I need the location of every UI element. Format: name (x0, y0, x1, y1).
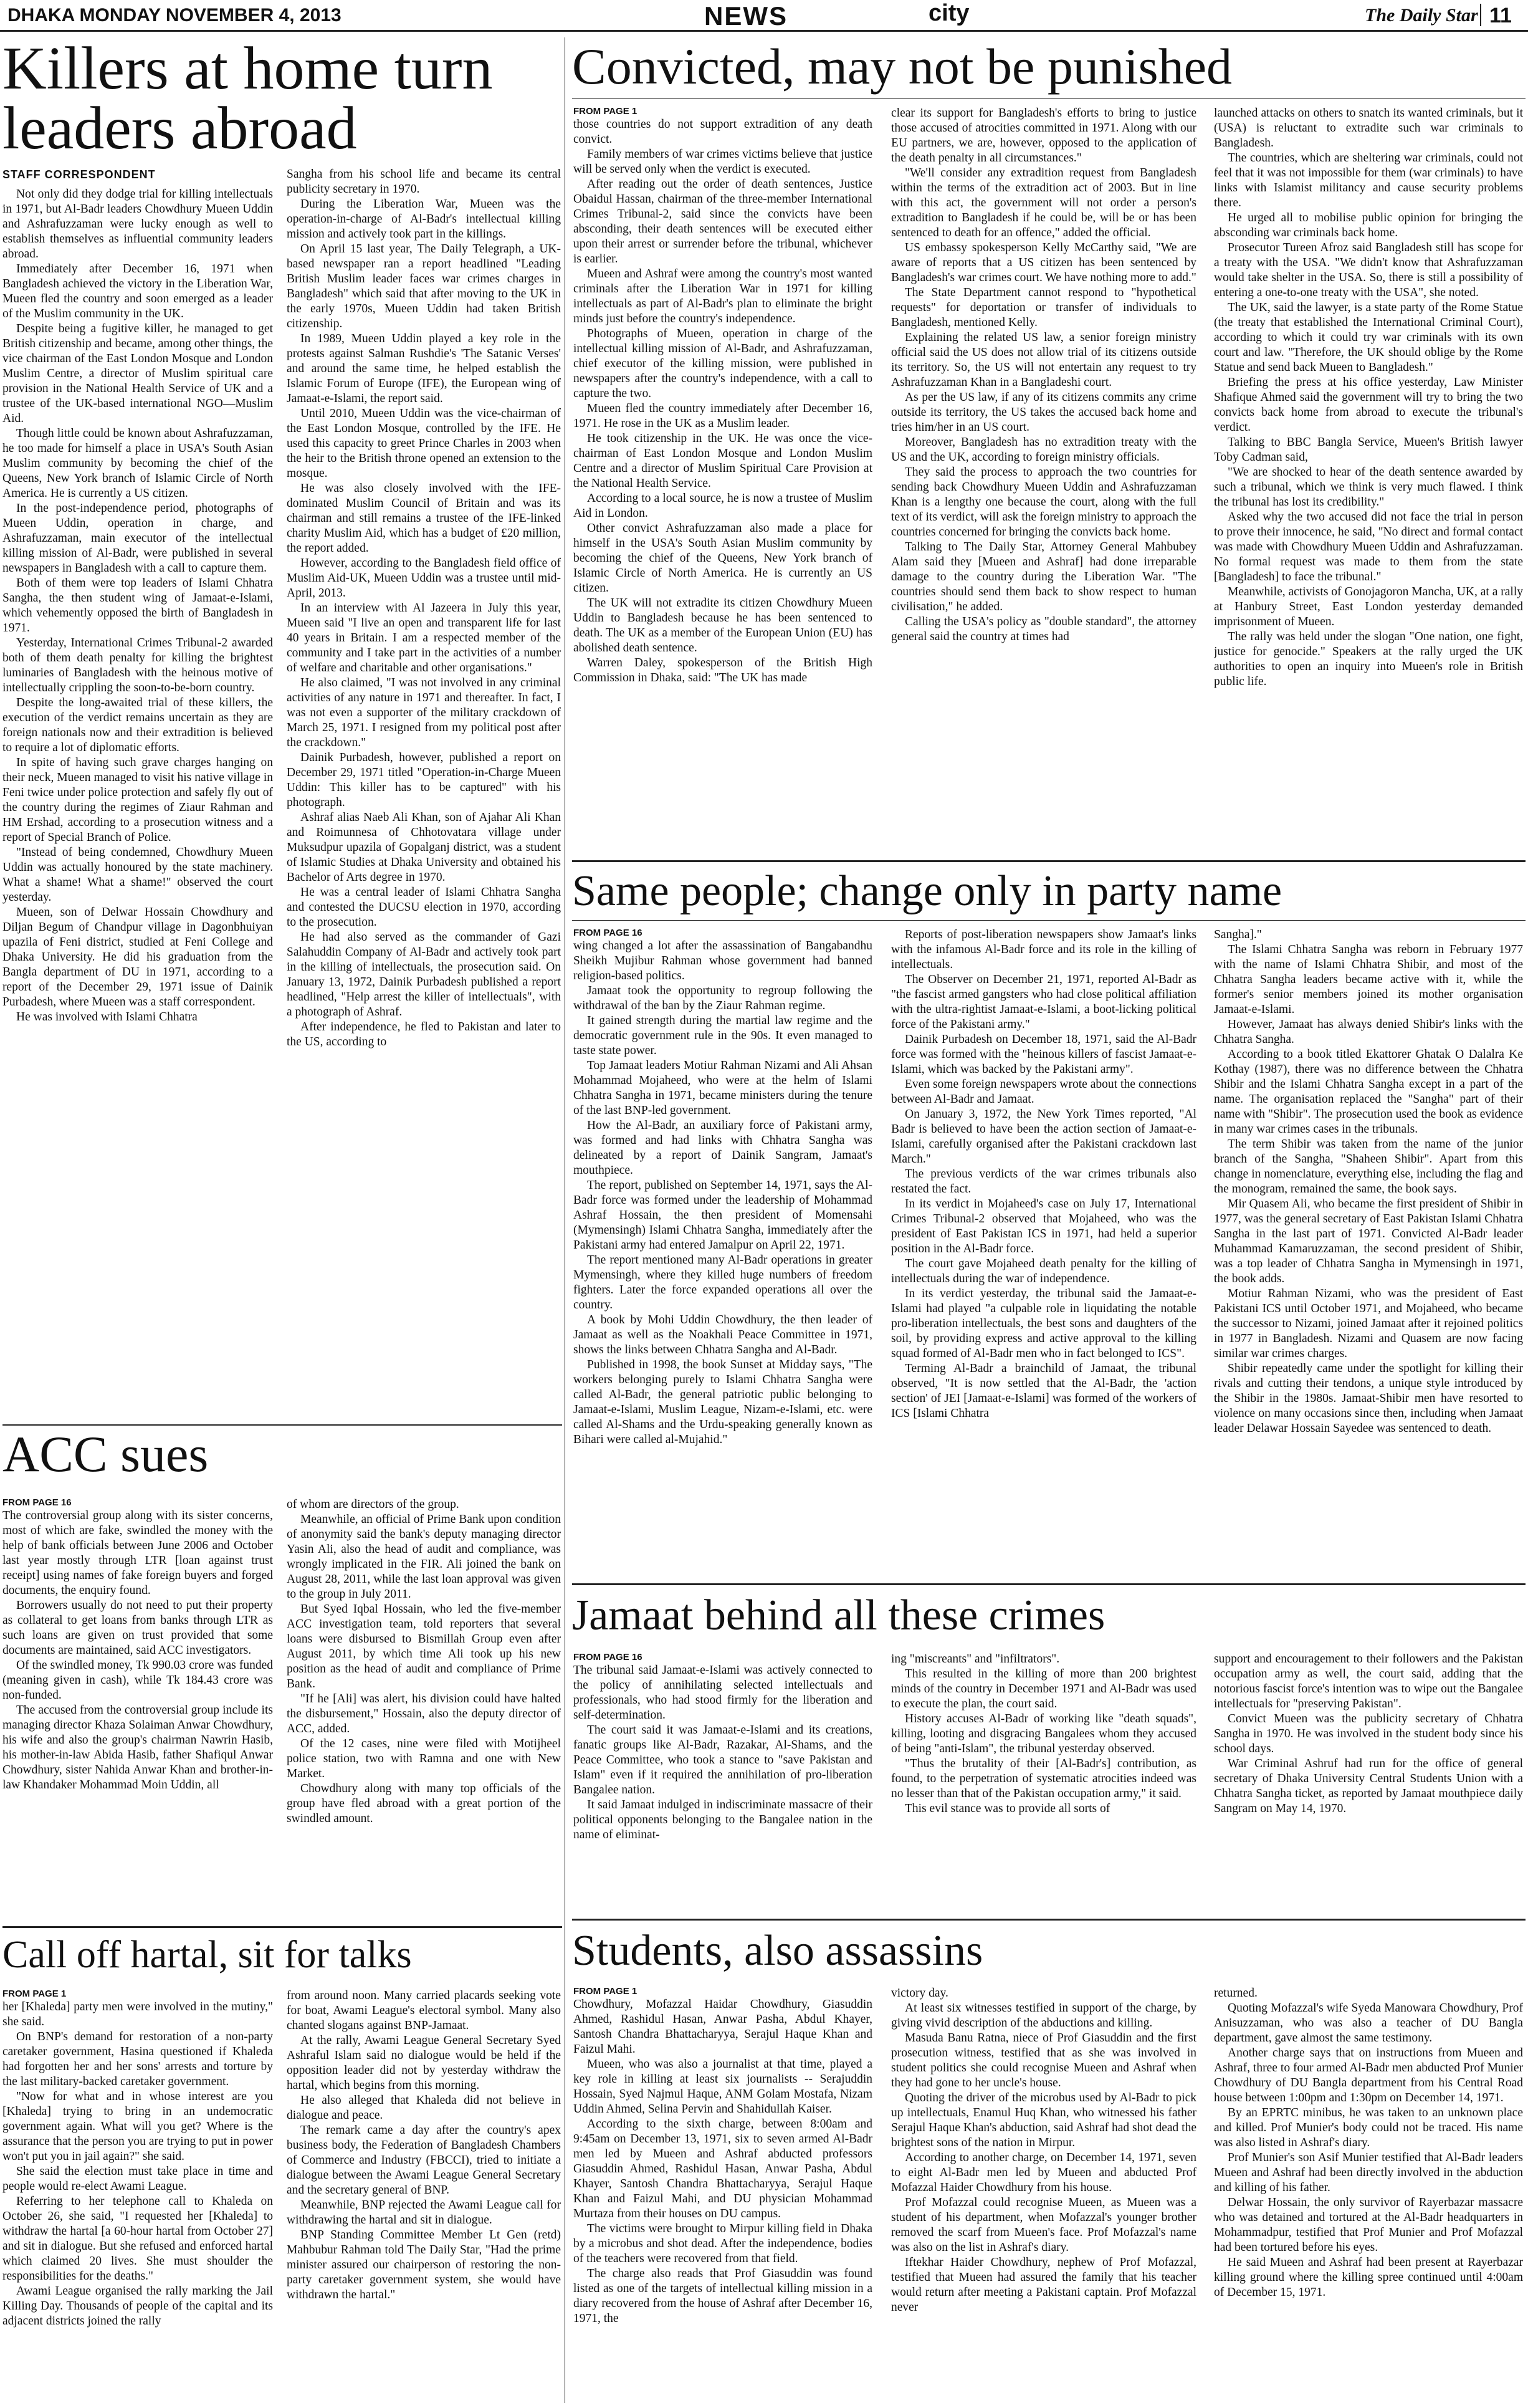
article-column: The controversial group along with its sister concerns, most of which are fake, swindled the money with the help of bank officials between June 2006 and October last year mostly through LTR [loan against trust receipt] using names of fake foreign buyers and forged documents, the enquiry found. Borrowers usually do not need to put their property as collateral to get loans from banks through LTR as such loans are given on trust provided that some documents are maintained, said ACC investigators. Of the swindled money, Tk 990.03 crore was funded (meaning given in cash), while Tk 184.43 crore was non-funded. The accused from the controversial group include its managing director Khaza Solaiman Anwar Chowdhury, his wife and also the group's chairman Nawrin Hasib, his mother-in-law Abida Hasib, father Shafiqul Anwar Chowdhury, sister Nahida Anwar Khan and brother-in-law Khandaker Mohammad Moin Uddin, all (2, 1509, 273, 1792)
section-name: NEWS (704, 1, 788, 31)
headline: Killers at home turn leaders abroad (2, 35, 493, 162)
article-column: clear its support for Bangladesh's efforts to bring to justice those accused of atrocities committed in 1971. Along with our EU partners, we are, however, opposed to the application of the death penalty in all circumstances." "We'll consider any extradition request from Bangladesh within the terms of the extradition act of 2003. But in line with this act, the government will not order a person's extradition to Bangladesh if he could be, will be or has been sentenced to death for an offence," added the official. US embassy spokesperson Kelly McCarthy said, "We are aware of reports that a US citizen has been sentenced by Bangladesh's war crimes court. We have nothing more to add." The State Department cannot respond to "hypothetical requests" for deportation or transfer of individuals to Bangladesh, mentioned Kelly. Explaining the related US law, a senior foreign ministry official said the US does not allow trial of its citizens outside its territory. So, the US will not entertain any request to try Ashrafuzzaman Khan in a Bangladeshi court. As per the US law, if any of its citizens commits any crime outside its territory, the US takes the accused back home and tries him/her in an US court. Moreover, Bangladesh has no extradition treaty with the US and the UK, according to foreign ministry officials. They said the process to approach the two countries for sending back Chowdhury Mueen Uddin and Ashrafuzzaman Khan is a lengthy one because the court, along with the full text of its verdict, will ask the foreign ministry to approach the countries concerned for bringing the convicts back home. Talking to The Daily Star, Attorney General Mahbubey Alam said they [Mueen and Ashraf] had done irreparable damage to the country during the Liberation War. "The countries should send them back to show respect to human civilisation," he added. Calling the USA's policy as "double standard", the attorney general said the country at times had (891, 107, 1196, 643)
headline: Convicted, may not be punished (572, 38, 1232, 95)
article-column: wing changed a lot after the assassination of Bangabandhu Sheikh Mujibur Rahman whose government had banned religion-based politics. Jamaat took the opportunity to regroup following the withdrawal of the ban by the Ziaur Rahman regime. It gained strength during the martial law regime and the democratic government rule in the 90s. It even managed to taste state power. Top Jamaat leaders Motiur Rahman Nizami and Ali Ahsan Mohammad Mojaheed, who were at the helm of Islami Chhatra Sangha in 1971, became ministers during the tenure of the last BNP-led government. How the Al-Badr, an auxiliary force of Pakistani army, was formed and had links with Chhatra Sangha was delineated by a report of Dainik Sangram, Jamaat's mouthpiece. The report, published on September 14, 1971, says the Al-Badr force was formed under the leadership of Mohammad Ashraf Hossain, the then president of Momensahi (Mymensingh) Islami Chhatra Sangha, immediately after the Pakistani army had entered Jamalpur on April 22, 1971. The report mentioned many Al-Badr operations in greater Mymensingh, where they killed huge numbers of freedom fighters. Later the force expanded operations all over the country. A book by Mohi Uddin Chowdhury, the then leader of Jamaat as well as the Noakhali Peace Committee in 1971, shows the links between Chhatra Sangha and Al-Badr. Published in 1998, the book Sunset at Midday says, "The workers belonging purely to Islami Chhatra Sangha were called Al-Badr, the general patriotic public belonging to Jamaat-e-Islami, Muslim League, Nizam-e-Islami, etc. were called Al-Shams and the Urdu-speaking generally known as Bihari were called al-Mujahid." (573, 939, 872, 1446)
jump-line: FROM PAGE 1 (573, 1986, 637, 1997)
page-number: 11 (1489, 4, 1512, 27)
divider (1480, 4, 1481, 26)
byline: STAFF CORRESPONDENT (2, 168, 156, 181)
headline: Jamaat behind all these crimes (572, 1591, 1105, 1639)
paper-name: The Daily Star (1365, 5, 1478, 26)
jump-line: FROM PAGE 16 (2, 1497, 72, 1508)
jump-line: FROM PAGE 16 (573, 928, 642, 938)
article-column: Sangha]." The Islami Chhatra Sangha was reborn in February 1977 with the name of Islami Chhatra Shibir, and most of the Chhatra Sangha leaders became active with it, while the former's senior members joined its mother organisation Jamaat-e-Islami. However, Jamaat has always denied Shibir's links with the Chhatra Sangha. According to a book titled Ekattorer Ghatak O Dalalra Ke Kothay (1987), there was no difference between the Chhatra Shibir and the Islami Chhatra Sangha except in a part of the name. The organisation replaced the "Sangha" part of their name with "Shibir". The prosecution used the book as evidence in many war crimes cases in the tribunals. The term Shibir was taken from the name of the junior branch of the Sangha, "Shaheen Shibir". Apart from this change in nomenclature, everything else, including the flag and the monogram, remained the same, the book says. Mir Quasem Ali, who became the first president of Shibir in 1977, was the general secretary of East Pakistan Islami Chhatra Sangha in the last part of 1971. Convicted Al-Badr leader Muhammad Kamaruzzaman, the second president of Shibir, was a top leader of Chhatra Sangha in Mymensingh in 1971, the book adds. Motiur Rahman Nizami, who was the president of East Pakistani ICS until October 1971, and Mojaheed, who became the successor to Nizami, joined Jamaat after it rejoined politics in 1977 in Bangladesh. Nizami and Quasem are now facing similar war crimes charges. Shibir repeatedly came under the spotlight for killing their rivals and cutting their tendons, a unique style introduced by the Shibir in the 1980s. Jamaat-Shibir men have resorted to violence on many occasions since then, including when Jamaat leader Delawar Hossain Sayedee was sentenced to death. (1214, 928, 1523, 1435)
article-column: returned. Quoting Mofazzal's wife Syeda Manowara Chowdhury, Prof Anisuzzaman, who was also a teacher of DU Bangla department, gave almost the same testimony. Another charge says that on instructions from Mueen and Ashraf, three to four armed Al-Badr men abducted Prof Munier Chowdhury of DU Bangla department from his Central Road house between 1:00pm and 1:30pm on December 14, 1971. By an EPRTC minibus, he was taken to an unknown place and killed. Prof Munier's body could not be traced. His name was also listed in Ashraf's diary. Prof Munier's son Asif Munier testified that Al-Badr leaders Mueen and Ashraf had been directly involved in the abduction and killing of his father. Delwar Hossain, the only survivor of Rayerbazar massacre who was detained and tortured at the Al-Badr headquarters in Mohammadpur, testified that Prof Munier and Prof Mofazzal had been tortured before his eyes. He said Mueen and Ashraf had been present at Rayerbazar killing ground where the killing spree continued until 4:00am of December 15, 1971. (1214, 1987, 1523, 2299)
headline: Call off hartal, sit for talks (2, 1934, 412, 1976)
headline: ACC sues (2, 1426, 209, 1482)
article-column: Not only did they dodge trial for killing intellectuals in 1971, but Al-Badr leaders Chowdhury Mueen Uddin and Ashrafuzzaman were lucky enough as well to establish themselves as influential community leaders abroad. Immediately after December 16, 1971 when Bangladesh achieved the victory in the Liberation War, Mueen fled the country and soon emerged as a leader of the Muslim community in the UK. Despite being a fugitive killer, he managed to get British citizenship and became, among other things, the vice chairman of the East London Mosque and London Muslim Centre, a director of Muslim spiritual care provision in the National Health Service of UK and a trustee of the UK-based international NGO—Muslim Aid. Though little could be known about Ashrafuzzaman, he too made for himself a place in USA's South Asian Muslim community by becoming the chief of the Queens, New York branch of Islamic Circle of North America. He is currently a US citizen. In the post-independence period, photographs of Mueen Uddin, operation in charge, and Ashrafuzzaman, main executor of the intellectual killing mission of Al-Badr, were published in several newspapers in Bangladesh with a call to capture them. Both of them were top leaders of Islami Chhatra Sangha, the then student wing of Jamaat-e-Islami, which vehemently opposed the birth of Bangladesh in 1971. Yesterday, International Crimes Tribunal-2 awarded both of them death penalty for killing the brightest luminaries of Bangladesh with the heinous motive of intellectually crippling the soon-to-be-born country. Despite the long-awaited trial of these killers, the execution of the verdict remains uncertain as they are foreign nationals now and their extradition is believed to require a lot of diplomatic efforts. In spite of having such grave charges hanging on their neck, Mueen managed to visit his native village in Feni twice under police protection and safely fly out of the country during the regimes of Ziaur Rahman and HM Ershad, according to a prosecution witness and a report of Special Branch of Police. "Instead of being condemned, Chowdhury Mueen Uddin was actually honoured by the state machinery. What a shame! What a shame!" observed the court yesterday. Mueen, son of Delwar Hossain Chowdhury and Diljan Begum of Chandpur village in Dagonbhuiyan upazila of Feni district, studied at Feni College and Dhaka University. He did his graduation from the Bangla department of DU in 1971, according to a report of the December 29, 1971 issue of Dainik Purbadesh, where Mueen was a staff correspondent. He was involved with Islami Chhatra (2, 188, 273, 1024)
article-column: Chowdhury, Mofazzal Haidar Chowdhury, Giasuddin Ahmed, Rashidul Hasan, Anwar Pasha, Abdul Khayer, Santosh Chandra Bhattacharyya, Serajul Haque Khan and Faizul Mahi. Mueen, who was also a journalist at that time, played a key role in killing at least six journalists -- Serajuddin Hossain, Syed Najmul Haque, ANM Golam Mostafa, Nizam Uddin Ahmed, Selina Pervin and Shahidullah Kaiser. According to the sixth charge, between 8:00am and 9:45am on December 13, 1971, six to seven armed Al-Badr men led by Mueen and Ashraf abducted professors Giasuddin Ahmed, Rashidul Hasan, Anwar Pasha, Abdul Khayer, Santosh Chandra Bhattacharyya, Serajul Haque Khan and Faizul Mahi, and DU physician Mohammad Murtaza from their houses on DU campus. The victims were brought to Mirpur killing field in Dhaka by a microbus and shot dead. After the independence, bodies of the teachers were recovered from that field. The charge also reads that Prof Giasuddin was found listed as one of the targets of intellectual killing mission in a diary recovered from the house of Ashraf after December 16, 1971, the (573, 1998, 872, 2325)
divider (2, 1926, 562, 1928)
headline: Same people; change only in party name (572, 867, 1282, 915)
article-column: her [Khaleda] party men were involved in the mutiny," she said. On BNP's demand for restoration of a non-party caretaker government, Hasina questioned if Khaleda had forgotten her and her sons' arrests and torture by the last military-backed caretaker government. "Now for what and in whose interest are you [Khaleda] trying to bring in an undemocratic government again. What will you get? Where is the assurance that the person you are trying to put in power won't put you in jail again?" she said. She said the election must take place in time and people would re-elect Awami League. Referring to her telephone call to Khaleda on October 26, she said, "I requested her [Khaleda] to withdraw the hartal [a 60-hour hartal from October 27] and sit in dialogue. But she refused and enforced hartal which claimed 20 lives. She must shoulder the responsibilities for the deaths." Awami League organised the rally marking the Jail Killing Day. Thousands of people of the capital and its adjacent districts joined the rally (2, 2000, 273, 2328)
divider (572, 98, 1526, 99)
divider (572, 920, 1526, 921)
dateline: DHAKA MONDAY NOVEMBER 4, 2013 (7, 5, 341, 26)
article-column: launched attacks on others to snatch its wanted criminals, but it (USA) is reluctant to extradite such war criminals to Bangladesh. The countries, which are sheltering war criminals, could not feel that it was not impossible for them (war criminals) to have links with Islamist militancy and cause security problems there. He urged all to mobilise public opinion for bringing the absconding war criminals back home. Prosecutor Tureen Afroz said Bangladesh still has scope for a treaty with the USA. "We didn't know that Ashrafuzzaman would take shelter in the USA. So, there is still a possibility of entering a one-to-one treaty with the USA", she noted. The UK, said the lawyer, is a state party of the Rome Statue (the treaty that established the International Criminal Court), according to which it could try war criminals with its own court and law. "Therefore, the UK should oblige by the Rome Statue and send back Mueen to Bangladesh." Briefing the press at his office yesterday, Law Minister Shafique Ahmed said the government will try to bring the two convicts back home from abroad to execute the tribunal's verdict. Talking to BBC Bangla Service, Mueen's British lawyer Toby Cadman said, "We are shocked to hear of the death sentence awarded by such a tribunal, which we think is very much flawed. I think the tribunal has lost its credibility." Asked why the two accused did not face the trial in person to prove their innocence, he said, "No direct and formal contact was made with Chowdhury Mueen Uddin and Ashrafuzzaman. No formal request was made to them from the state [Bangladesh] to face the tribunal." Meanwhile, activists of Gonojagoron Mancha, UK, at a rally at Hanbury Street, East London yesterday demanded imprisonment of Mueen. The rally was held under the slogan "One nation, one fight, justice for genocide." Speakers at the rally urged the UK authorities to open an inquiry into Mueen's role in British public life. (1214, 107, 1523, 688)
article-column: Reports of post-liberation newspapers show Jamaat's links with the infamous Al-Badr force and its role in the killing of intellectuals. The Observer on December 21, 1971, reported Al-Badr as "the fascist armed gangsters who had close political affiliation with the ultra-rightist Jamaat-e-Islami, a boot-licking political force of the Pakistani army." Dainik Purbadesh on December 18, 1971, said the Al-Badr force was formed with the "heinous killers of fascist Jamaat-e-Islami, which was backed by the Pakistani army". Even some foreign newspapers wrote about the connections between Al-Badr and Jamaat. On January 3, 1972, the New York Times reported, "Al Badr is believed to have been the action section of Jamaat-e-Islami, carefully organised after the Pakistani crackdown last March." The previous verdicts of the war crimes tribunals also restated the fact. In its verdict in Mojaheed's case on July 17, International Crimes Tribunal-2 observed that Mojaheed, who was the president of East Pakistan ICS in 1971, had held a superior position in the Al-Badr force. The court gave Mojaheed death penalty for the killing of intellectuals during the war of independence. In its verdict yesterday, the tribunal said the Jamaat-e-Islami had played "a culpable role in liquidating the notable pro-liberation intellectuals, the best sons and daughters of the soil, by providing express and active approval to the killing squad formed of Al-Badr men who in fact belonged to ICS". Terming Al-Badr a brainchild of Jamaat, the tribunal observed, "It is now settled that the Al-Badr, the 'action section' of JEI [Jamaat-e-Islami] was formed of the workers of ICS [Islami Chhatra (891, 928, 1196, 1420)
article-column: of whom are directors of the group. Meanwhile, an official of Prime Bank upon condition of anonymity said the bank's deputy managing director Yasin Ali, also the head of audit and compliance, was wrongly implicated in the FIR. Ali joined the bank on August 28, 2011, while the last loan approval was given to the group in July 2011. But Syed Iqbal Hossain, who led the five-member ACC investigation team, told reporters that several loans were disbursed to Bismillah Group even after August 2011, by which time Ali took up his new position as the head of audit and compliance of Prime Bank. "If he [Ali] was alert, his division could have halted the disbursement," Hossain, also the deputy director of ACC, added. Of the 12 cases, nine were filed with Motijheel police station, two with Ramna and one with New Market. Chowdhury along with many top officials of the group have fled abroad with a great portion of the swindled amount. (287, 1498, 561, 1825)
divider (572, 860, 1526, 862)
jump-line: FROM PAGE 16 (573, 1652, 642, 1662)
article-column: Sangha from his school life and became its central publicity secretary in 1970. During the Liberation War, Mueen was the operation-in-charge of Al-Badr's intellectual killing mission and actively took part in the killings. On April 15 last year, The Daily Telegraph, a UK-based newspaper ran a report headlined "Leading British Muslim leader faces war crimes charges in Bangladesh" which said that after moving to the UK in the early 1970s, Mueen Uddin had taken British citizenship. In 1989, Mueen Uddin played a key role in the protests against Salman Rushdie's 'The Satanic Verses' and around the same time, he helped establish the Islamic Forum of Europe (IFE), the European wing of Jamaat-e-Islami, the report said. Until 2010, Mueen Uddin was the vice-chairman of the East London Mosque, controlled by the IFE. He used this capacity to greet Prince Charles in 2003 when the heir to the British throne opened an extension to the mosque. He was also closely involved with the IFE-dominated Muslim Council of Britain and was its chairman and still remains a trustee of the IFE-linked charity Muslim Aid, which has a budget of £20 million, the report added. However, according to the Bangladesh field office of Muslim Aid-UK, Mueen Uddin was a trustee until mid-April, 2013. In an interview with Al Jazeera in July this year, Mueen said "I live an open and transparent life for last 40 years in Britain. I am a respected member of the community and I take part in the activities of a number of welfare and charitable and other organisations." He also claimed, "I was not involved in any criminal activities of any nature in 1971 and thereafter. In fact, I was not even a supporter of the military crackdown of March 25, 1971. I resigned from my political post after the crackdown." Dainik Purbadesh, however, published a report on December 29, 1971 titled "Operation-in-Charge Mueen Uddin: This killer has to be captured" with his photograph. Ashraf alias Naeb Ali Khan, son of Ajahar Ali Khan and Roimunnesa of Chhotovatara village under Muksudpur upazila of Gopalganj district, was a student of Islamic Studies at Dhaka University and obtained his Bachelor of Arts degree in 1970. He was a central leader of Islami Chhatra Sangha and contested the DUCSU election in 1970, according to the prosecution. He had also served as the commander of Gazi Salahuddin Company of Al-Badr and actively took part in the killing of intellectuals, the prosecution said. On January 13, 1972, Dainik Purbadesh published a report headlined, "Help arrest the killer of intellectuals", with a photograph of Ashraf. After independence, he fled to Pakistan and later to the US, according to (287, 168, 561, 1048)
divider (572, 1583, 1526, 1585)
jump-line: FROM PAGE 1 (573, 106, 637, 117)
article-column: victory day. At least six witnesses testified in support of the charge, by giving vivid description of the abductions and killing. Masuda Banu Ratna, niece of Prof Giasuddin and the first prosecution witness, testified that as she was involved in student politics she could recognise Mueen and Ashraf when they had gone to her uncle's house. Quoting the driver of the microbus used by Al-Badr to pick up intellectuals, Enamul Huq Khan, who witnessed his father Serajul Haque Khan's abduction, said Ashraf had shot dead the brightest sons of the nation in Mirpur. According to another charge, on December 14, 1971, seven to eight Al-Badr men led by Mueen and abducted Prof Mofazzal Haider Chowdhury from his house. Prof Mofazzal could recognise Mueen, as Mueen was a student of his department, when Mofazzal's younger brother removed the scarf from Mueen's face. Prof Mofazzal's name was also on the list in Ashraf's diary. Iftekhar Haider Chowdhury, nephew of Prof Mofazzal, testified that Mueen had assured the family that his teacher would return after meeting a Pakistani captain. Prof Mofazzal never (891, 1987, 1196, 2314)
divider (572, 1919, 1526, 1921)
subsection-name: city (929, 0, 970, 26)
article-column: The tribunal said Jamaat-e-Islami was actively connected to the policy of annihilating selected intellectuals and professionals, who had stood firmly for the liberation and self-determination. The court said it was Jamaat-e-Islami and its creations, fanatic groups like Al-Badr, Razakar, Al-Shams, and the Peace Committee, who took a stance to "save Pakistan and Islam" even if it required the annihilation of pro-liberation Bangalee nation. It said Jamaat indulged in indiscriminate massacre of their political opponents belonging to the Bangalee nation in the name of eliminat- (573, 1664, 872, 1841)
article-column: those countries do not support extradition of any death convict. Family members of war crimes victims believe that justice will be served only when the verdict is executed. After reading out the order of death sentences, Justice Obaidul Hassan, chairman of the three-member International Crimes Tribunal-2, said since the convicts have been absconding, their death sentences will be executed either upon their arrest or surrender before the tribunal, whichever is earlier. Mueen and Ashraf were among the country's most wanted criminals after the Liberation War in 1971 for killing intellectuals as part of Al-Badr's plan to eliminate the bright minds just before the country's independence. Photographs of Mueen, operation in charge of the intellectual killing mission of Al-Badr, and Ashrafuzzaman, chief executor of the killing mission, were published in newspapers after the country's independence, with a call to capture the two. Mueen fled the country immediately after December 16, 1971. He rose in the UK as a Muslim leader. He took citizenship in the UK. He was once the vice-chairman of East London Mosque and London Muslim Centre and a director of Muslim Spiritual Care Provision at the National Health Service. According to a local source, he is now a trustee of Muslim Aid in London. Other convict Ashrafuzzaman also made a place for himself in the USA's South Asian Muslim community by becoming the chief of the Queens, New York branch of Islamic Circle of North America. He is currently an US citizen. The UK will not extradite its citizen Chowdhury Mueen Uddin to Bangladesh because he has been sentenced to death. The UK as a member of the European Union (EU) has abolished death sentence. Warren Daley, spokesperson of the British High Commission in Dhaka, said: "The UK has made (573, 118, 872, 684)
headline: Students, also assassins (572, 1927, 983, 1975)
article-column: from around noon. Many carried placards seeking vote for boat, Awami League's electoral symbol. Many also chanted slogans against BNP-Jamaat. At the rally, Awami League General Secretary Syed Ashraful Islam said no dialogue would be held if the opposition leader did not by yesterday withdraw the hartal, which begins from this morning. He also alleged that Khaleda did not believe in dialogue and peace. The remark came a day after the country's apex business body, the Federation of Bangladesh Chambers of Commerce and Industry (FBCCI), tried to initiate a dialogue between the Awami League General Secretary and the secretary general of BNP. Meanwhile, BNP rejected the Awami League call for withdrawing the hartal and sit in dialogue. BNP Standing Committee Member Lt Gen (retd) Mahbubur Rahman told The Daily Star, "Had the prime minister assured our chairperson of restoring the non-party caretaker government system, she would have withdrawn the hartal." (287, 1989, 561, 2301)
article-column: support and encouragement to their followers and the Pakistan occupation army as well, the court said, adding that the notorious fascist force's intention was to wipe out the Bangalee intellectuals for "preserving Pakistan". Convict Mueen was the publicity secretary of Chhatra Sangha in 1970. He was involved in the student body since his school days. War Criminal Ashruf had run for the office of general secretary of Dhaka University Central Students Union with a Chhatra Sangha ticket, as reported by Jamaat mouthpiece daily Sangram on May 14, 1970. (1214, 1653, 1523, 1815)
jump-line: FROM PAGE 1 (2, 1988, 67, 1999)
article-column: ing "miscreants" and "infiltrators". This resulted in the killing of more than 200 brightest minds of the country in December 1971 and Al-Badr was used to execute the plan, the court said. History accuses Al-Badr of working like "death squads", killing, looting and disgracing Bangalees whom they accused of being "anti-Islam", the tribunal yesterday observed. "Thus the brutality of their [Al-Badr's] contribution, as found, to the perpetration of systematic atrocities indeed was no lesser than that of the Pakistan occupation army," it said. This evil stance was to provide all sorts of (891, 1653, 1196, 1815)
